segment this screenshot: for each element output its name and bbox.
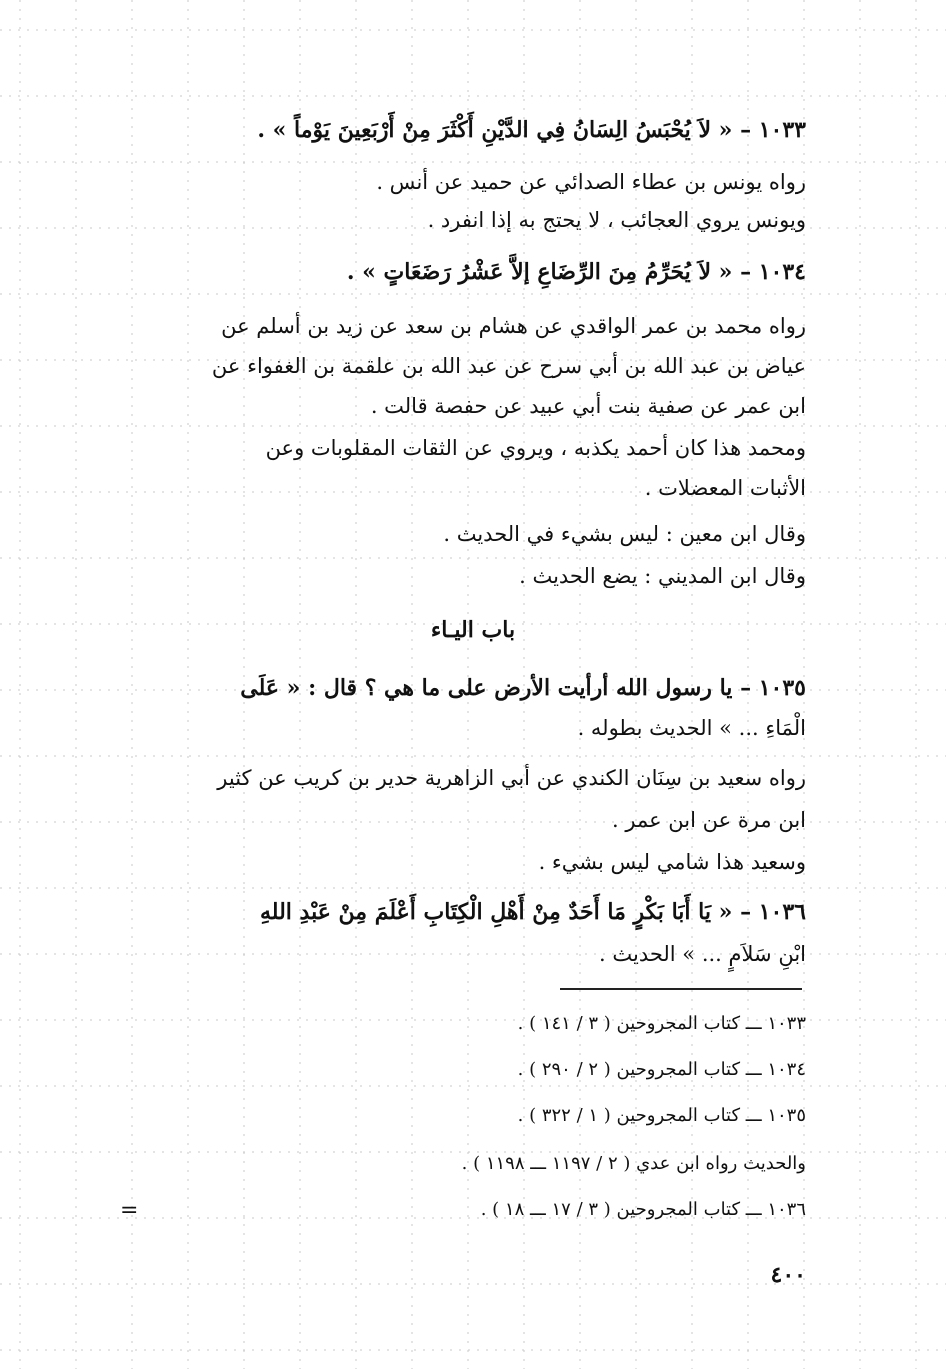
section-heading: باب اليـاء	[430, 617, 516, 643]
text-line: وقال ابن معين : ليس بشيء في الحديث .	[443, 522, 806, 546]
text-line: وقال ابن المديني : يضع الحديث .	[519, 564, 806, 588]
text-line: ابن عمر عن صفية بنت أبي عبيد عن حفصة قالت .	[370, 394, 806, 418]
text-line: ابن مرة عن ابن عمر .	[612, 808, 806, 832]
page-number: ٤٠٠	[770, 1262, 806, 1288]
footnote-1036: ١٠٣٦ ـــ كتاب المجروحين ( ٣ / ١٧ ـــ ١٨ ) .	[480, 1199, 806, 1220]
hadith-1035-title: ١٠٣٥ – يا رسول الله أرأيت الأرض على ما هي ؟ قال : « عَلَى	[240, 675, 806, 701]
footnote-1033: ١٠٣٣ ـــ كتاب المجروحين ( ٣ / ١٤١ ) .	[517, 1013, 806, 1034]
hadith-1033-title: ١٠٣٣ – « لاَ يُحْبَسُ الِسَانُ فِي الدَّيْنِ أَكْثَرَ مِنْ أَرْبَعِينَ يَوْماً » .	[257, 117, 806, 143]
footnote-separator	[560, 988, 802, 990]
footnote-1035: ١٠٣٥ ـــ كتاب المجروحين ( ١ / ٣٢٢ ) .	[517, 1105, 806, 1126]
text-line: عياض بن عبد الله بن أبي سرح عن عبد الله بن علقمة بن الغفواء عن	[211, 354, 806, 378]
text-line: رواه محمد بن عمر الواقدي عن هشام بن سعد عن زيد بن أسلم عن	[221, 314, 806, 338]
hadith-1036-title: ١٠٣٦ – « يَا أَبَا بَكْرٍ مَا أَحَدٌ مِنْ أَهْلِ الْكِتَابِ أَعْلَمَ مِنْ عَبْدِ اللهِ	[260, 899, 806, 925]
text-line: الْمَاءِ ... » الحديث بطوله .	[577, 716, 806, 740]
text-line: رواه يونس بن عطاء الصدائي عن حميد عن أنس .	[376, 170, 806, 194]
text-line: ومحمد هذا كان أحمد يكذبه ، ويروي عن الثقات المقلوبات وعن	[265, 436, 806, 460]
continuation-mark: =	[120, 1198, 139, 1223]
text-line: ابْنِ سَلاَمٍ ... » الحديث .	[599, 942, 806, 966]
text-line: ويونس يروي العجائب ، لا يحتج به إذا انفرد .	[427, 208, 806, 232]
text-line: وسعيد هذا شامي ليس بشيء .	[538, 850, 806, 874]
footnote-1034: ١٠٣٤ ـــ كتاب المجروحين ( ٢ / ٢٩٠ ) .	[517, 1059, 806, 1080]
hadith-1034-title: ١٠٣٤ – « لاَ يُحَرِّمُ مِنَ الرِّضَاعِ إلاَّ عَشْرُ رَضَعَاتٍ » .	[346, 259, 806, 285]
text-line: الأثبات المعضلات .	[644, 476, 806, 500]
footnote-1035-note: والحديث رواه ابن عدي ( ٢ / ١١٩٧ ـــ ١١٩٨ ) .	[461, 1153, 806, 1174]
text-line: رواه سعيد بن سِنَان الكندي عن أبي الزاهرية حدير بن كريب عن كثير	[217, 766, 806, 790]
